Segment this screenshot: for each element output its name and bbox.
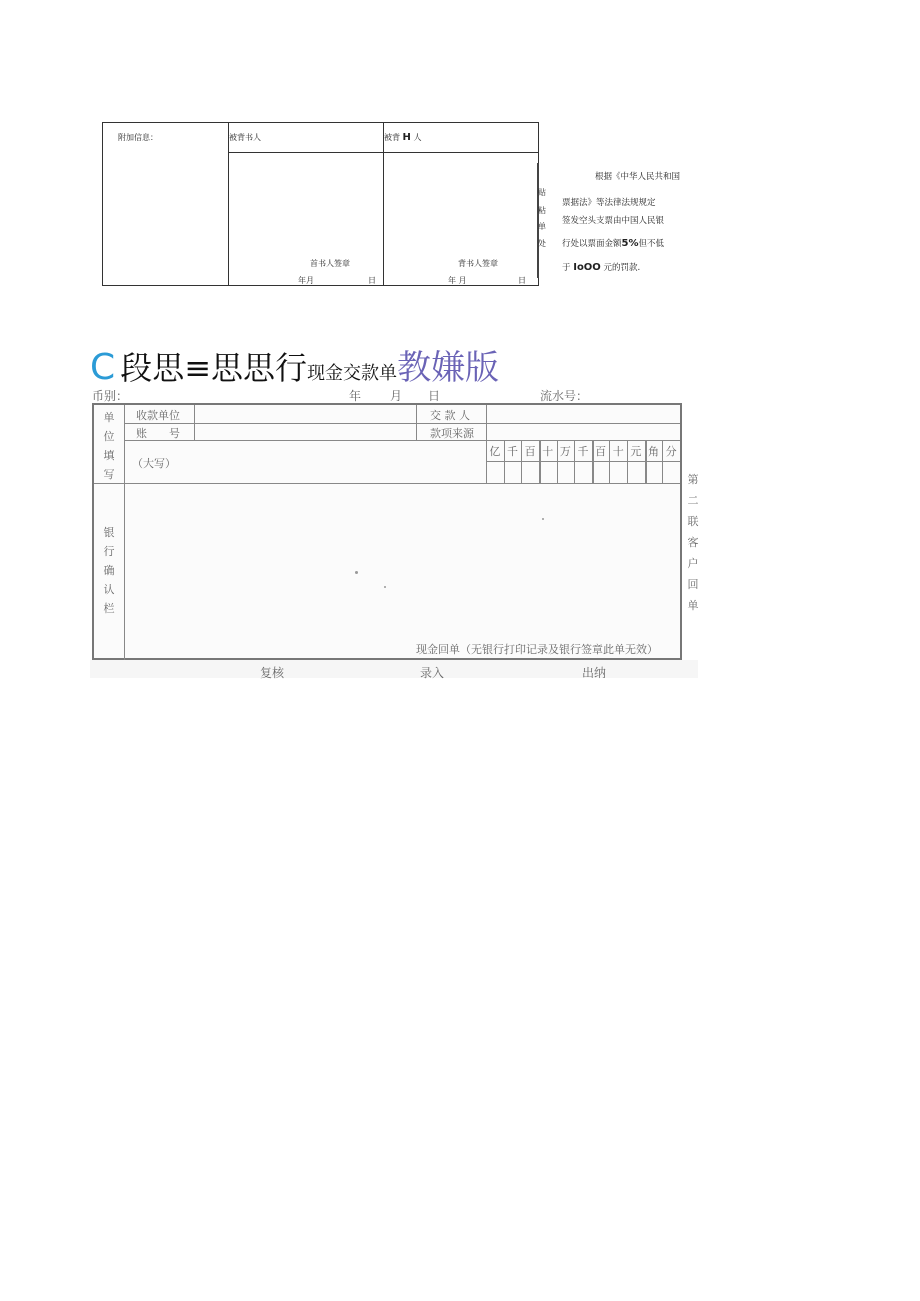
date-2-label: 年 月 <box>448 276 467 285</box>
amount-unit-3: 十 <box>542 445 554 458</box>
amount-unit-1: 千 <box>506 445 518 458</box>
unit-fill-side-label <box>102 408 116 484</box>
heading-edition: 教嫌版 <box>397 348 500 388</box>
cashier-label: 出纳 <box>582 666 607 680</box>
copy-char: 联 <box>687 515 699 528</box>
endorsee-2-label-bold: H <box>402 132 411 143</box>
side-char: 栏 <box>103 602 115 615</box>
penalty-rate: 5% <box>621 238 639 249</box>
amount-unit-6: 百 <box>595 445 607 458</box>
heading-subtitle: 现金交款单 <box>307 363 398 384</box>
notice-line-1: 根据《中华人民共和国 <box>595 172 681 182</box>
column-divider <box>383 123 384 285</box>
side-char: 填 <box>103 449 115 462</box>
account-label: 账 号 <box>136 427 180 440</box>
side-char: 单 <box>103 411 115 424</box>
currency-label: 币别： <box>92 389 129 403</box>
row-divider <box>228 152 538 153</box>
cell-divider <box>416 405 417 440</box>
endorsee-2-label <box>384 132 421 143</box>
amount-unit-4: 万 <box>559 445 571 458</box>
penalty-minimum: IoOO <box>573 262 601 273</box>
row-divider <box>124 440 680 441</box>
scan-speck <box>355 571 358 574</box>
amount-grid-divider <box>486 461 680 462</box>
cash-deposit-form <box>92 403 682 660</box>
side-char: 写 <box>103 468 115 481</box>
amount-unit-10: 分 <box>665 445 677 458</box>
heading-main: 段思≡思思行 <box>120 349 308 387</box>
date-2-day: 日 <box>518 276 526 285</box>
notice-line-4-prefix: 行处以票面金额 <box>562 239 622 249</box>
row-divider <box>124 423 680 424</box>
amount-in-words-label: （大写） <box>132 457 176 470</box>
year-label: 年 <box>349 389 362 403</box>
payer-label: 交 款 人 <box>430 409 470 422</box>
notice-line-5-suffix: 元的罚款. <box>603 263 641 273</box>
notice-line-4-suffix: 但不低 <box>638 239 665 249</box>
scan-speck <box>542 518 544 520</box>
endorsee-2-label-prefix: 被背 <box>384 133 400 142</box>
side-char: 位 <box>103 430 115 443</box>
notice-line-3: 签发空头支票由中国人民银 <box>562 216 665 226</box>
signature-2-label: 背书人签章 <box>458 259 498 268</box>
notice-line-5-prefix: 于 <box>562 263 571 273</box>
side-column-divider <box>124 405 125 660</box>
additional-info-label: 附加信息： <box>118 133 158 142</box>
amount-unit-5: 千 <box>577 445 589 458</box>
paste-char: 单 <box>538 222 546 231</box>
bank-confirm-side-label <box>102 523 116 618</box>
receipt-validity-note: 现金回单（无银行打印记录及银行签章此单无效） <box>416 643 658 656</box>
amount-unit-2: 百 <box>524 445 536 458</box>
column-divider <box>228 123 229 285</box>
page-heading <box>90 340 499 389</box>
date-1-label: 年月 <box>298 276 314 285</box>
month-label: 月 <box>390 389 403 403</box>
section-divider <box>94 483 680 484</box>
copy-char: 二 <box>687 494 699 507</box>
endorsee-1-label: 被背书人 <box>229 133 261 142</box>
copy-char: 户 <box>687 557 699 570</box>
signature-1-label: 首书人签章 <box>310 259 350 268</box>
copy-char: 第 <box>687 473 699 486</box>
entry-label: 录入 <box>420 666 445 680</box>
amount-unit-9: 角 <box>648 445 660 458</box>
side-char: 行 <box>103 545 115 558</box>
amount-unit-0: 亿 <box>489 445 501 458</box>
copy-label <box>686 469 700 616</box>
paste-char: 处 <box>538 239 546 248</box>
copy-char: 单 <box>687 599 699 612</box>
copy-char: 客 <box>687 536 699 549</box>
side-char: 银 <box>103 526 115 539</box>
side-char: 认 <box>103 583 115 596</box>
scan-speck <box>384 586 386 588</box>
day-label: 日 <box>428 389 441 403</box>
copy-char: 回 <box>687 578 699 591</box>
amount-unit-8: 元 <box>630 445 642 458</box>
amount-unit-7: 十 <box>612 445 624 458</box>
paste-char: 贴 <box>538 188 546 197</box>
review-label: 复核 <box>260 666 285 680</box>
side-char: 确 <box>103 564 115 577</box>
notice-line-5 <box>562 261 640 273</box>
source-label: 款项来源 <box>430 427 474 440</box>
endorsee-2-label-suffix: 人 <box>413 133 422 142</box>
notice-line-4 <box>562 237 664 249</box>
cell-divider <box>194 405 195 440</box>
paste-char: 粘 <box>538 206 546 215</box>
payee-unit-label: 收款单位 <box>136 409 180 422</box>
form-footer-strip <box>90 660 698 678</box>
heading-letter: C <box>90 347 116 388</box>
date-1-day: 日 <box>368 276 376 285</box>
serial-number-label: 流水号： <box>540 389 589 403</box>
notice-line-2: 票据法》等法律法规规定 <box>562 198 656 208</box>
